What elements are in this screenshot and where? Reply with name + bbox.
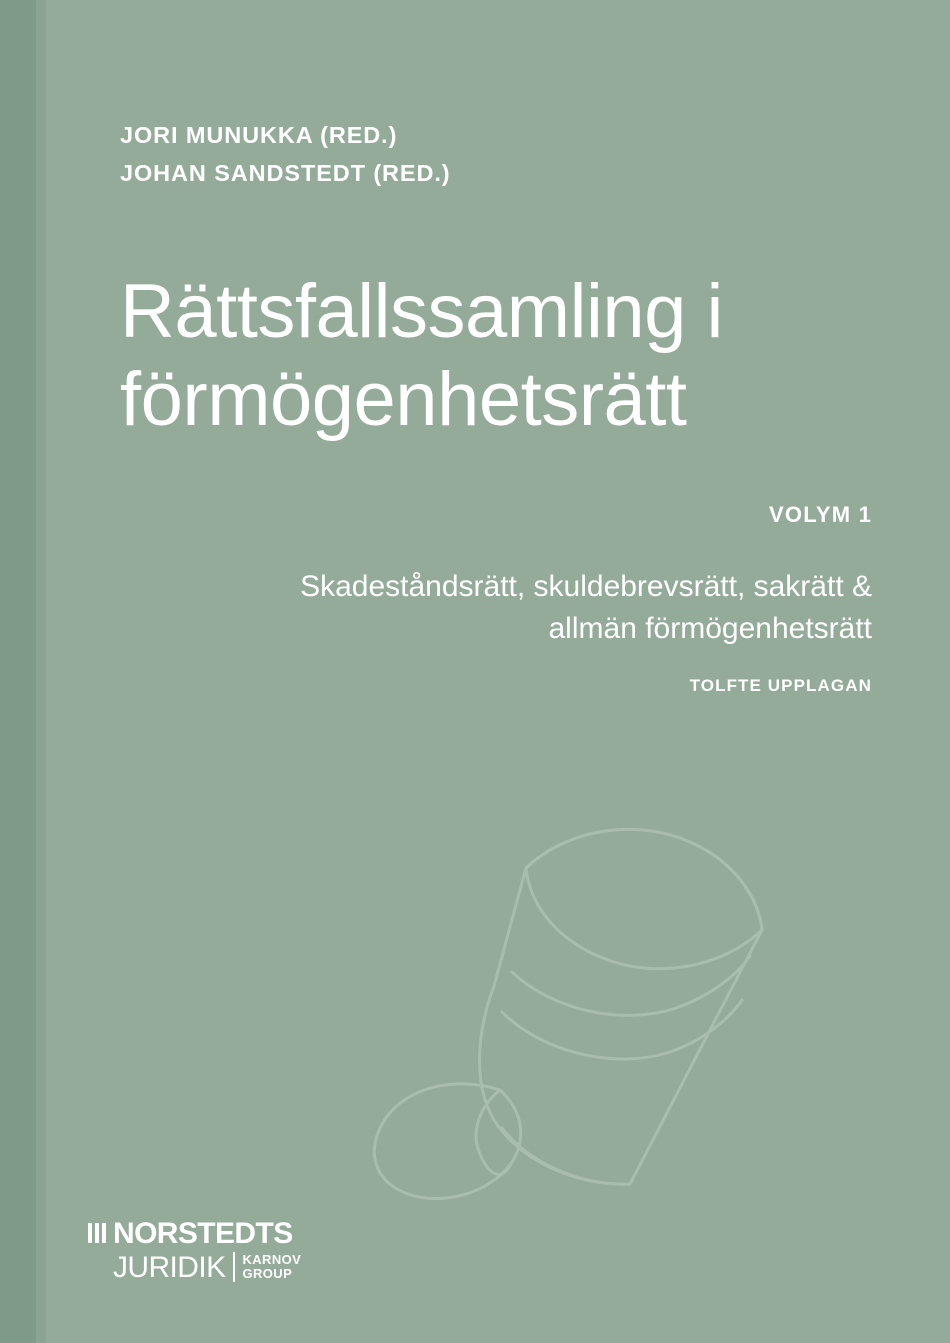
edition-label: TOLFTE UPPLAGAN [689,676,872,696]
publisher-name-bottom: JURIDIK [113,1251,226,1284]
volume-label: VOLYM 1 [769,502,872,528]
publisher-row-2 [113,1252,301,1283]
authors-block [120,0,872,192]
page-title [120,268,872,444]
logo-divider [233,1252,235,1282]
publisher-name-top: NORSTEDTS [113,1217,293,1250]
publisher-group [242,1253,301,1283]
subtitle-line-2: allmän förmögenhetsrätt [548,612,872,646]
subtitle-line-1: Skadeståndsrätt, skuldebrevsrätt, sakrätt & [300,570,872,604]
publisher-wordmark [113,1219,301,1283]
publisher-group-line-1: KARNOV [242,1251,302,1267]
title-line-2: förmögenhetsrätt [120,357,687,443]
title-line-1: Rättsfallssamling i [120,269,723,355]
logo-bars-icon [88,1219,106,1243]
gavel-icon [330,790,890,1230]
subtitle-block [120,566,872,650]
author-line-1: JORI MUNUKKA (RED.) [120,122,398,148]
publisher-group-line-2: GROUP [242,1266,293,1282]
author-line-2: JOHAN SANDSTEDT (RED.) [120,160,451,187]
publisher-logo [88,1219,301,1283]
